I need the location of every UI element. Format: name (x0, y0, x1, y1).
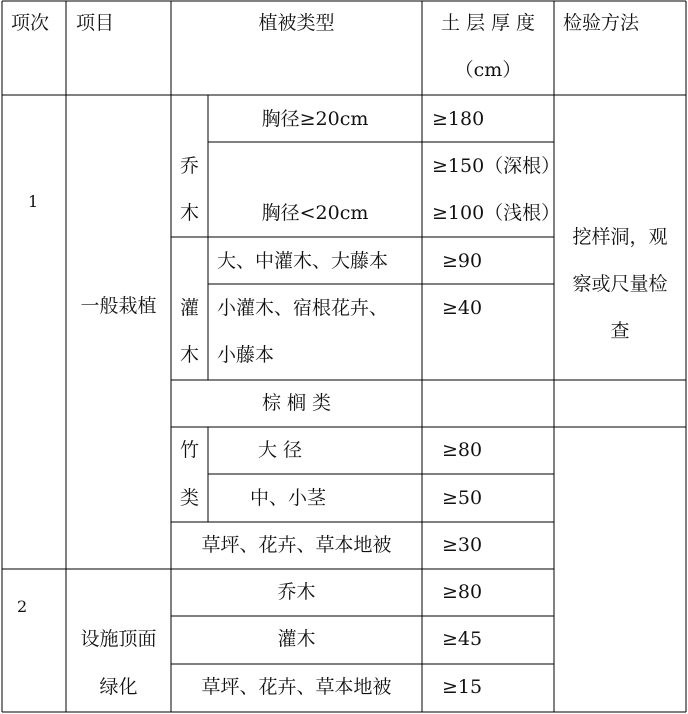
header-soil-depth-line1: 土 层 厚 度 (440, 12, 536, 34)
shrub-small-type-line2: 小藤本 (217, 344, 275, 366)
shrub-large-depth: ≥90 (442, 250, 483, 272)
header-index: 项次 (11, 12, 50, 34)
section2-index: 2 (17, 597, 28, 616)
roof-shrub-type: 灌木 (277, 628, 316, 650)
shrub-large-type: 大、中灌木、大藤本 (217, 250, 389, 272)
roof-lawn-depth: ≥15 (442, 676, 483, 698)
lawn-depth: ≥30 (442, 534, 483, 556)
bamboo-label-2: 类 (180, 487, 200, 509)
header-vegetation-type: 植被类型 (258, 12, 335, 34)
lawn-type: 草坪、花卉、草本地被 (201, 534, 392, 556)
section2-item-line2: 绿化 (99, 676, 138, 698)
shrub-small-depth: ≥40 (442, 297, 483, 319)
bamboo-label-1: 竹 (180, 439, 200, 461)
bamboo-large-depth: ≥80 (442, 439, 483, 461)
tree-small-type: 胸径<20cm (261, 202, 369, 224)
roof-tree-depth: ≥80 (442, 581, 483, 603)
roof-shrub-depth: ≥45 (442, 628, 483, 650)
tree-large-depth: ≥180 (432, 108, 485, 130)
shrub-label-1: 灌 (180, 297, 200, 319)
tree-small-depth-deep: ≥150（深根） (432, 155, 561, 177)
tree-label-2: 木 (180, 202, 200, 224)
tree-label-1: 乔 (180, 155, 200, 177)
tree-large-type: 胸径≥20cm (261, 108, 369, 130)
bamboo-small-depth: ≥50 (442, 487, 483, 509)
section1-index: 1 (28, 192, 39, 211)
tree-small-depth-shallow: ≥100（浅根） (432, 202, 561, 224)
method-line2: 察或尺量检 (572, 273, 668, 295)
roof-tree-type: 乔木 (277, 581, 316, 603)
shrub-small-type-line1: 小灌木、宿根花卉、 (217, 297, 389, 319)
section1-item: 一般栽植 (80, 295, 157, 317)
palm-type: 棕 榈 类 (261, 392, 332, 414)
bamboo-small-type: 中、小茎 (250, 487, 327, 509)
roof-lawn-type: 草坪、花卉、草本地被 (201, 676, 392, 698)
method-line3: 查 (610, 320, 630, 342)
header-item: 项目 (76, 12, 115, 34)
section2-item-line1: 设施顶面 (80, 628, 157, 650)
bamboo-large-type: 大 径 (258, 439, 303, 461)
method-line1: 挖样洞，观 (572, 226, 668, 248)
header-method: 检验方法 (563, 12, 640, 34)
shrub-label-2: 木 (180, 344, 200, 366)
header-soil-depth-line2: （cm） (454, 59, 522, 81)
